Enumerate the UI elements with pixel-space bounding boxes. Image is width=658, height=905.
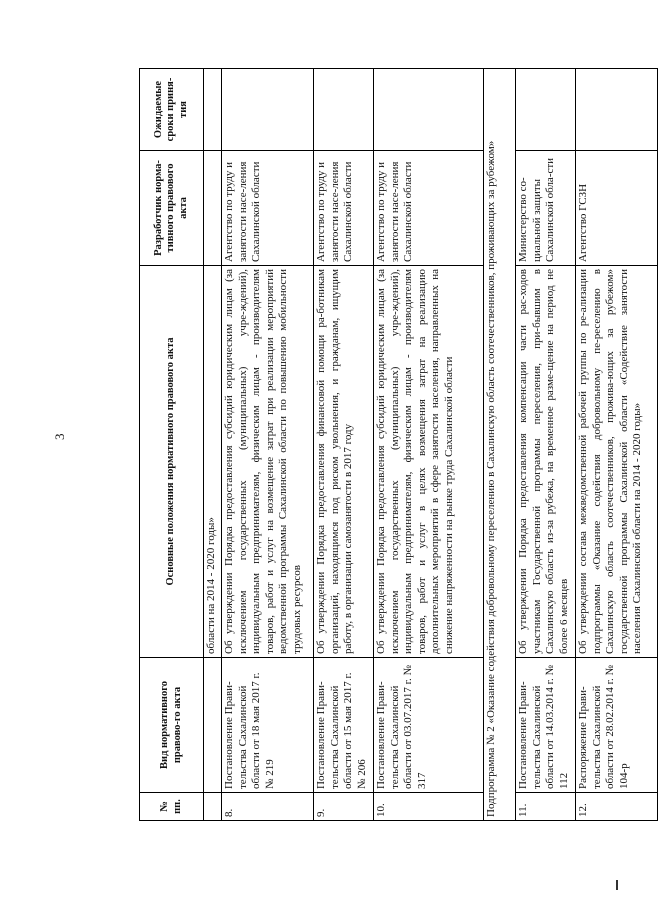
cell-num: 11. [516,793,576,821]
cell-developer: Агентство ГСЗН [576,151,658,266]
header-deadline: Ожидаемые сроки приня-тия [140,69,204,151]
subprogram-row [484,69,516,821]
cell-provisions: Об утверждении Порядка предоставления субсидий юридическим лицам (за исключением государственных (муниципальных) учре-ждений), индивидуальным предпринимателям, физическим лицам - производителям товаров, работ и услуг на возмещение затрат при реализации мероприятий ведомственной программы Сахалинской области по повышению мобильности трудовых ресурсов [222,266,314,658]
cell-act-type: Постановление Прави-тельства Сахалинской области от 03.07.2017 г. № 317 [374,658,484,793]
cell-act-type: Постановление Прави-тельства Сахалинской области от 18 мая 2017 г. № 219 [222,658,314,793]
header-num: № пп. [140,793,204,821]
table-row [374,69,484,821]
header-developer: Разработчик норма-тивного правового акта [140,151,204,266]
cell-act-type: Постановление Прави-тельства Сахалинской области от 15 мая 2017 г. № 206 [314,658,374,793]
margin-mark [616,880,618,890]
cell-act-type: Постановление Прави-тельства Сахалинской области от 14.03.2014 г. № 112 [516,658,576,793]
table-row [204,69,222,821]
cell-deadline [204,69,222,151]
cell-developer: Агентство по труду и занятости насе-ления Сахалинской области [222,151,314,266]
cell-deadline [374,69,484,151]
normative-acts-table [139,68,658,821]
cell-developer [204,151,222,266]
cell-num: 12. [576,793,658,821]
cell-developer: Агентство по труду и занятости насе-ления Сахалинской области [374,151,484,266]
cell-developer: Министерство со-циальной защиты Сахалинской обла-сти [516,151,576,266]
cell-deadline [314,69,374,151]
cell-provisions: Об утверждении Порядка предоставления финансовой помощи ра-ботникам организаций, находящимся под риском увольнения, и гражданам, ищущим работу, в организации самозанятости в 2017 году [314,266,374,658]
cell-num: 9. [314,793,374,821]
cell-num: 10. [374,793,484,821]
table-header-row [140,69,204,821]
page-number: 3 [52,433,67,440]
cell-provisions: Об утверждении Порядка предоставления субсидий юридическим лицам (за исключением государственных (муниципальных) учре-ждений), индивидуальным предпринимателям, физическим лицам - производителям товаров, работ и услуг в целях возмещения затрат на реализацию дополнительных мероприятий в сфере занятости населения, направленных на снижение напряженности на рынке труда Сахалинской области [374,266,484,658]
cell-provisions-continuation: области на 2014 - 2020 годы» [204,266,222,658]
table-row [576,69,658,821]
table-row [314,69,374,821]
cell-num: 8. [222,793,314,821]
table-row [222,69,314,821]
header-act-type: Вид нормативного правово-го акта [140,658,204,793]
cell-deadline [222,69,314,151]
cell-developer: Агентство по труду и занятости насе-ления Сахалинской области [314,151,374,266]
cell-act-type [204,658,222,793]
header-provisions: Основные положения нормативного правового акта [140,266,204,658]
subprogram-title: Подпрограмма № 2 «Оказание содействия добровольному переселению в Сахалинскую область соотечественников, проживающих за рубежом» [484,69,516,821]
cell-num [204,793,222,821]
cell-deadline [516,69,576,151]
rotated-page-content [139,69,643,821]
table-row [516,69,576,821]
cell-provisions: Об утверждении состава межведомственной рабочей группы по ре-ализации подпрограммы «Оказание содействия добровольному пе-реселению в Сахалинскую область соотечественников, прожива-ющих за рубежом» государственной программы Сахалинской области «Содействие занятости населения Сахалинской области на 2014 - 2020 годы» [576,266,658,658]
cell-deadline [576,69,658,151]
cell-act-type: Распоряжение Прави-тельства Сахалинской области от 28.02.2014 г. № 104-р [576,658,658,793]
cell-provisions: Об утверждении Порядка предоставления компенсации части рас-ходов участникам Государственной программы переселения, при-бывшим в Сахалинскую область из-за рубежа, на временное разме-щение на период не более 6 месяцев [516,266,576,658]
